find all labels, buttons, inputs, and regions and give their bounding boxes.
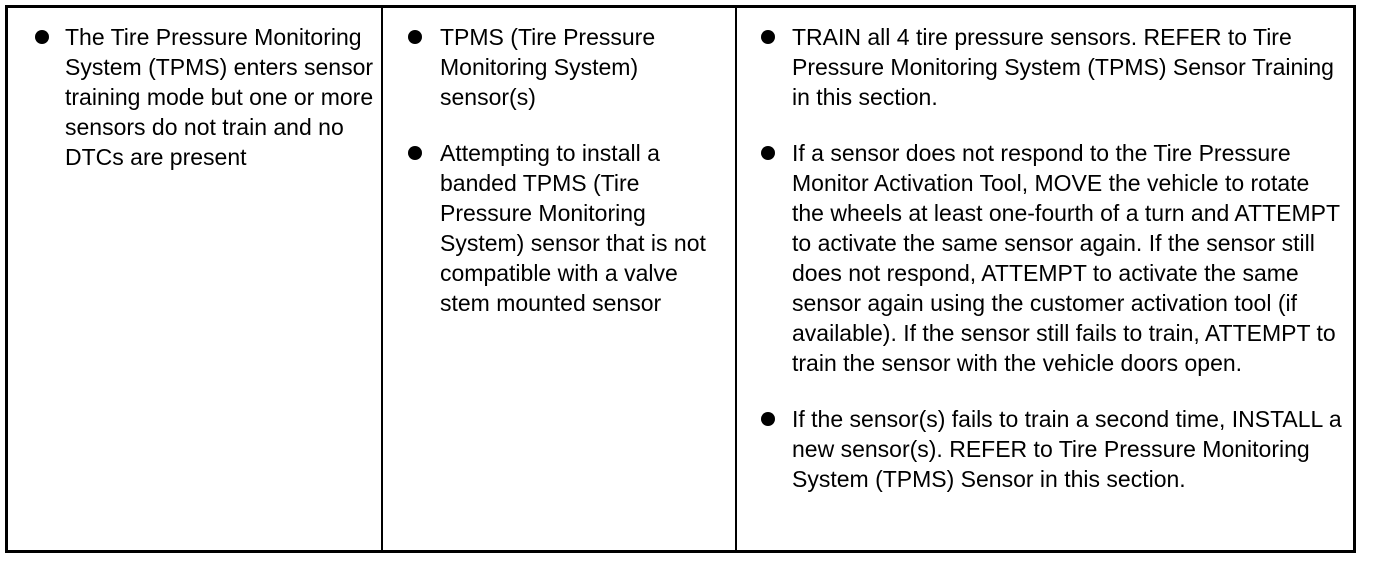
possible-source-item	[383, 22, 735, 112]
possible-source-item	[383, 138, 735, 318]
condition-cell	[8, 8, 381, 550]
bullet-icon	[761, 30, 775, 44]
possible-source-list	[383, 22, 735, 318]
condition-list	[8, 22, 381, 172]
condition-item	[8, 22, 381, 172]
action-text: TRAIN all 4 tire pressure sensors. REFER to Tire Pressure Monitoring System (TPMS) Sensor Training in this section.	[792, 24, 1334, 110]
bullet-icon	[761, 412, 775, 426]
bullet-icon	[35, 30, 49, 44]
action-list	[737, 22, 1353, 494]
condition-text: The Tire Pressure Monitoring System (TPMS) enters sensor training mode but one or more sensors do not train and no DTCs are present	[65, 24, 374, 170]
bullet-icon	[761, 146, 775, 160]
action-item	[737, 404, 1353, 494]
action-text: If the sensor(s) fails to train a second time, INSTALL a new sensor(s). REFER to Tire Pressure Monitoring System (TPMS) Sensor in this section.	[792, 406, 1342, 492]
bullet-icon	[408, 30, 422, 44]
action-text: If a sensor does not respond to the Tire Pressure Monitor Activation Tool, MOVE the vehicle to rotate the wheels at least one-fourth of a turn and ATTEMPT to activate the same sensor again. If the sensor still does not respond, ATTEMPT to activate the same sensor again using the customer activation tool (if available). If the sensor still fails to train, ATTEMPT to train the sensor with the vehicle doors open.	[792, 140, 1340, 376]
action-item	[737, 22, 1353, 112]
action-cell	[735, 8, 1353, 550]
possible-source-cell	[381, 8, 735, 550]
action-item	[737, 138, 1353, 378]
possible-source-text: TPMS (Tire Pressure Monitoring System) sensor(s)	[440, 24, 656, 110]
possible-source-text: Attempting to install a banded TPMS (Tire Pressure Monitoring System) sensor that is not compatible with a valve stem mounted sensor	[440, 140, 706, 316]
diagnostic-table-row	[5, 5, 1356, 553]
bullet-icon	[408, 146, 422, 160]
